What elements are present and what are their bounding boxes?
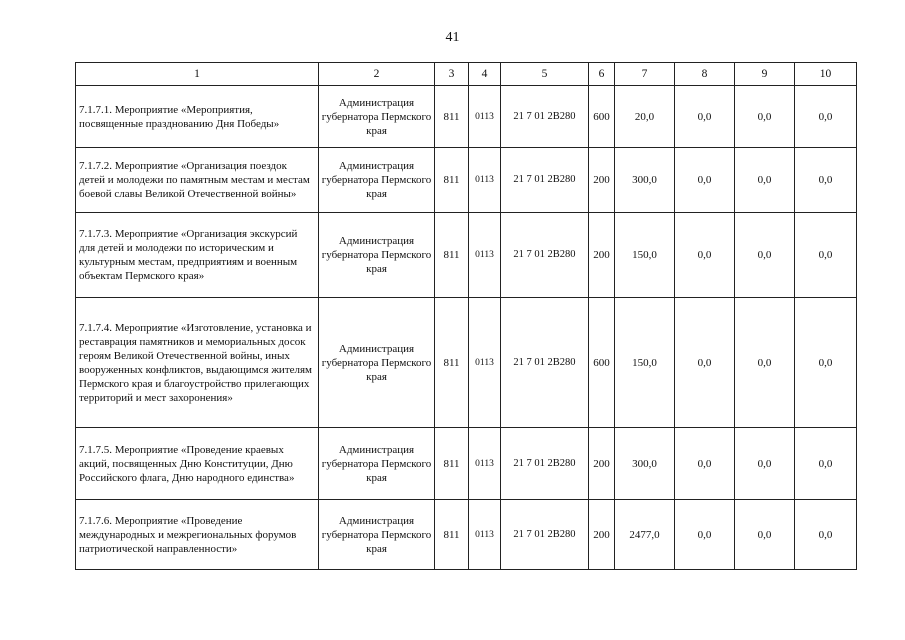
administrator-cell: Администрация губернатора Пермского края xyxy=(319,428,435,500)
amount-cell: 0,0 xyxy=(735,148,795,213)
header-cell: 7 xyxy=(615,63,675,86)
header-cell: 3 xyxy=(435,63,469,86)
table-row xyxy=(76,298,857,428)
amount-cell: 0,0 xyxy=(795,148,857,213)
header-cell: 10 xyxy=(795,63,857,86)
table-row xyxy=(76,86,857,148)
amount-cell: 0,0 xyxy=(795,86,857,148)
ministry-code-cell: 811 xyxy=(435,213,469,298)
event-description: 7.1.7.6. Мероприятие «Проведение международных и межрегиональных форумов патриотической направленности» xyxy=(76,500,319,570)
expense-type-cell: 200 xyxy=(589,500,615,570)
amount-cell: 150,0 xyxy=(615,298,675,428)
amount-cell: 0,0 xyxy=(795,428,857,500)
table-header-row xyxy=(76,63,857,86)
ministry-code-cell: 811 xyxy=(435,148,469,213)
expense-type-cell: 600 xyxy=(589,86,615,148)
target-article-cell: 21 7 01 2В280 xyxy=(501,428,589,500)
page-number: 41 xyxy=(445,30,460,45)
ministry-code-cell: 811 xyxy=(435,298,469,428)
amount-cell: 0,0 xyxy=(795,298,857,428)
expense-type-cell: 200 xyxy=(589,213,615,298)
header-cell: 8 xyxy=(675,63,735,86)
amount-cell: 0,0 xyxy=(675,500,735,570)
administrator-cell: Администрация губернатора Пермского края xyxy=(319,298,435,428)
target-article-cell: 21 7 01 2В280 xyxy=(501,148,589,213)
header-cell: 5 xyxy=(501,63,589,86)
target-article-cell: 21 7 01 2В280 xyxy=(501,500,589,570)
administrator-cell: Администрация губернатора Пермского края xyxy=(319,500,435,570)
header-cell: 9 xyxy=(735,63,795,86)
administrator-cell: Администрация губернатора Пермского края xyxy=(319,213,435,298)
section-code-cell: 0113 xyxy=(469,213,501,298)
amount-cell: 150,0 xyxy=(615,213,675,298)
amount-cell: 0,0 xyxy=(735,213,795,298)
expense-type-cell: 200 xyxy=(589,148,615,213)
ministry-code-cell: 811 xyxy=(435,86,469,148)
table-row xyxy=(76,213,857,298)
header-cell: 2 xyxy=(319,63,435,86)
header-cell: 4 xyxy=(469,63,501,86)
amount-cell: 0,0 xyxy=(675,213,735,298)
amount-cell: 0,0 xyxy=(795,213,857,298)
amount-cell: 20,0 xyxy=(615,86,675,148)
event-description: 7.1.7.3. Мероприятие «Организация экскурсий для детей и молодежи по историческим и культурным местам, предприятиям и военным объектам Пермского края» xyxy=(76,213,319,298)
amount-cell: 0,0 xyxy=(675,148,735,213)
table-row xyxy=(76,500,857,570)
amount-cell: 0,0 xyxy=(735,428,795,500)
section-code-cell: 0113 xyxy=(469,500,501,570)
amount-cell: 0,0 xyxy=(675,298,735,428)
amount-cell: 300,0 xyxy=(615,148,675,213)
event-description: 7.1.7.1. Мероприятие «Мероприятия, посвященные празднованию Дня Победы» xyxy=(76,86,319,148)
ministry-code-cell: 811 xyxy=(435,428,469,500)
event-description: 7.1.7.2. Мероприятие «Организация поездок детей и молодежи по памятным местам и местам боевой славы Великой Отечественной войны» xyxy=(76,148,319,213)
section-code-cell: 0113 xyxy=(469,428,501,500)
table-row xyxy=(76,428,857,500)
expense-type-cell: 200 xyxy=(589,428,615,500)
section-code-cell: 0113 xyxy=(469,86,501,148)
expense-type-cell: 600 xyxy=(589,298,615,428)
header-cell: 6 xyxy=(589,63,615,86)
budget-table xyxy=(75,62,857,570)
table-row xyxy=(76,148,857,213)
target-article-cell: 21 7 01 2В280 xyxy=(501,86,589,148)
event-description: 7.1.7.5. Мероприятие «Проведение краевых акций, посвященных Дню Конституции, Дню Российского флага, Дню народного единства» xyxy=(76,428,319,500)
amount-cell: 0,0 xyxy=(735,500,795,570)
target-article-cell: 21 7 01 2В280 xyxy=(501,213,589,298)
administrator-cell: Администрация губернатора Пермского края xyxy=(319,148,435,213)
ministry-code-cell: 811 xyxy=(435,500,469,570)
header-cell: 1 xyxy=(76,63,319,86)
amount-cell: 0,0 xyxy=(735,298,795,428)
section-code-cell: 0113 xyxy=(469,148,501,213)
amount-cell: 2477,0 xyxy=(615,500,675,570)
amount-cell: 300,0 xyxy=(615,428,675,500)
administrator-cell: Администрация губернатора Пермского края xyxy=(319,86,435,148)
amount-cell: 0,0 xyxy=(675,86,735,148)
amount-cell: 0,0 xyxy=(675,428,735,500)
section-code-cell: 0113 xyxy=(469,298,501,428)
amount-cell: 0,0 xyxy=(735,86,795,148)
target-article-cell: 21 7 01 2В280 xyxy=(501,298,589,428)
amount-cell: 0,0 xyxy=(795,500,857,570)
event-description: 7.1.7.4. Мероприятие «Изготовление, установка и реставрация памятников и мемориальных досок героям Великой Отечественной войны, иных вооруженных конфликтов, выдающимся жителям Пермского края и благоустройство прилегающих территорий и мест захоронения» xyxy=(76,298,319,428)
